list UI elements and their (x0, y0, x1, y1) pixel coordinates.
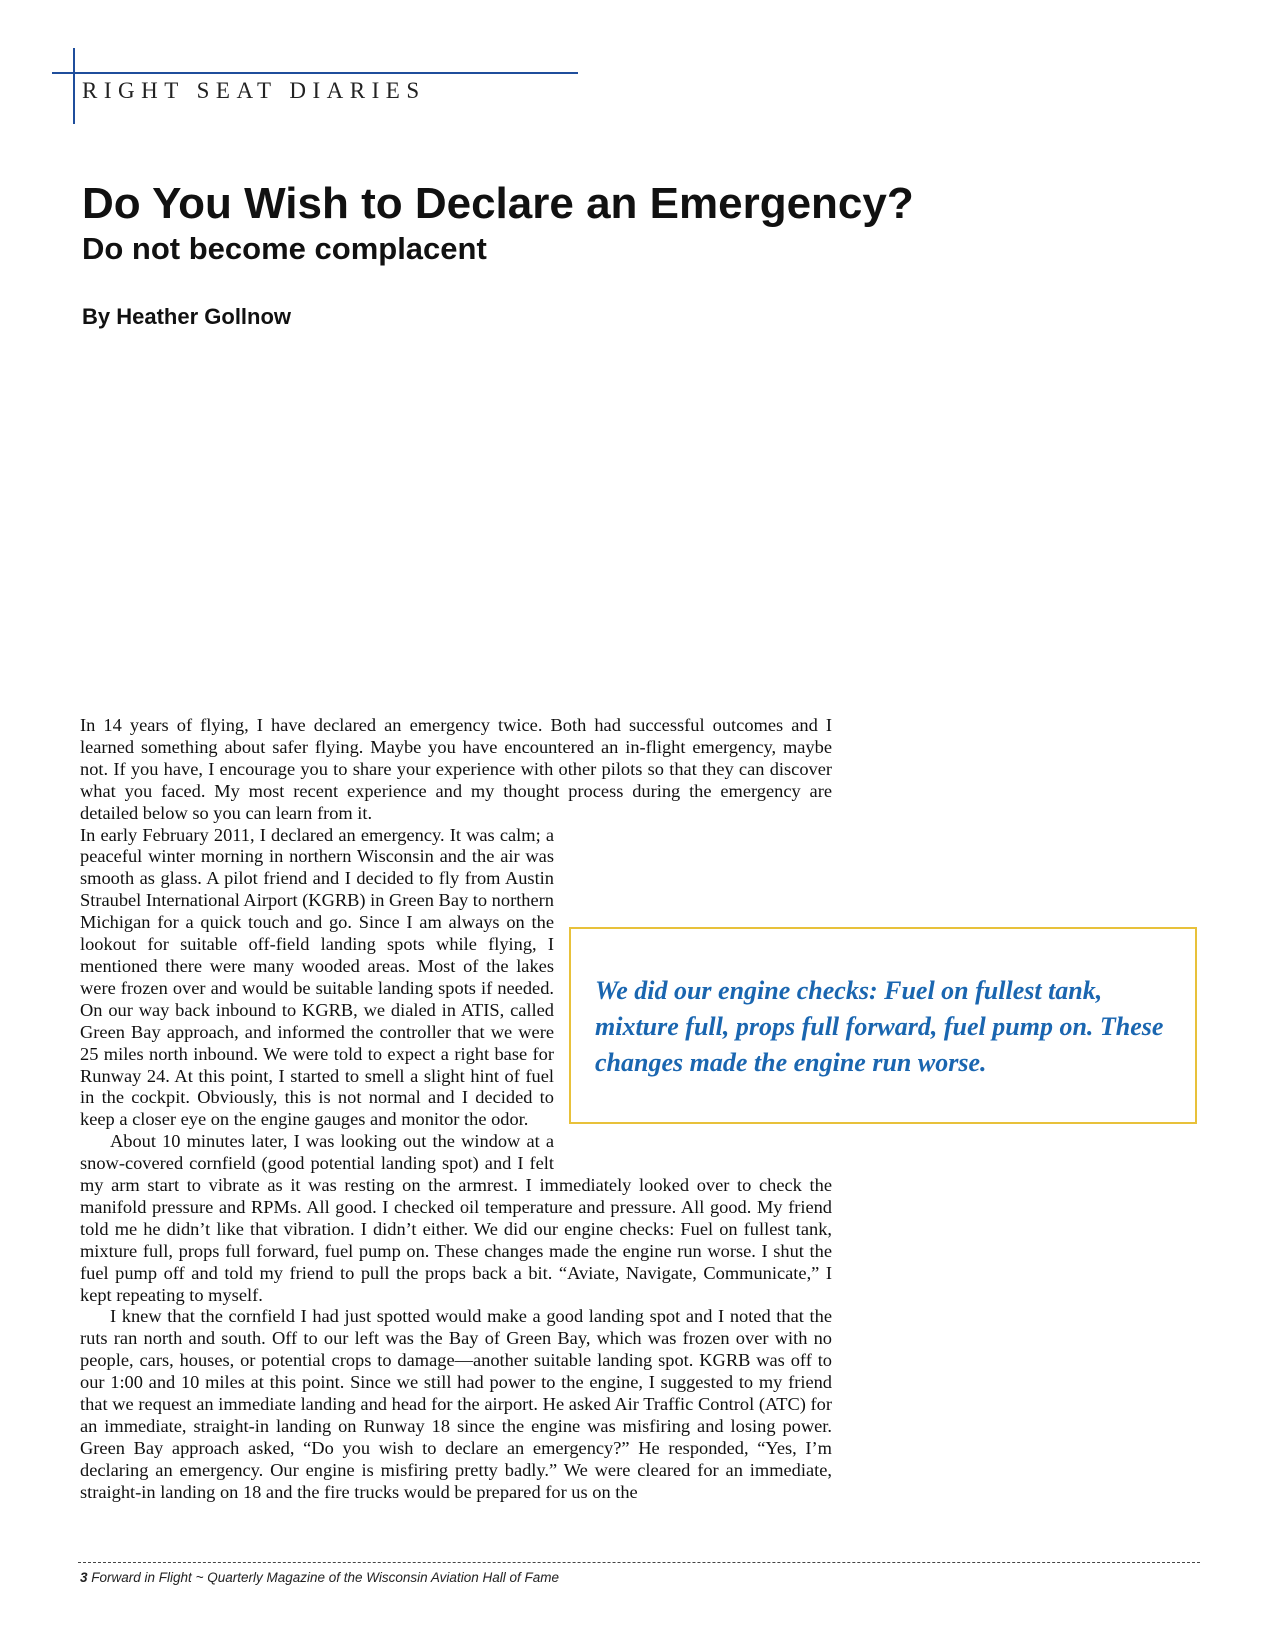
article-paragraph-4: I knew that the cornfield I had just spotted would make a good landing spot and I noted that the ruts ran north and south. Off to our left was the Bay of Green Bay, which was frozen over with no people, cars, houses, or potential crops to damage—another suitable landing spot. KGRB was off to our 1:00 and 10 miles at this point. Since we still had power to the engine, I suggested to my friend that we request an immediate landing and head for the airport. He asked Air Traffic Control (ATC) for an immediate, straight-in landing on Runway 18 since the engine was misfiring and losing power. Green Bay approach asked, “Do you wish to declare an emergency?” He responded, “Yes, I’m declaring an emergency. Our engine is misfiring pretty badly.” We were cleared for an immediate, straight-in landing on 18 and the fire trucks would be prepared for us on the (80, 1306, 832, 1502)
article-paragraph-2: In early February 2011, I declared an emergency. It was calm; a peaceful winter morning in northern Wisconsin and the air was smooth as glass. A pilot friend and I decided to fly from Austin Straubel International Airport (KGRB) in Green Bay to northern Michigan for a quick touch and go. Since I am always on the lookout for suitable off-field landing spots while flying, I mentioned there were many wooded areas. Most of the lakes were frozen over and would be suitable landing spots if needed. On our way back inbound to KGRB, we dialed in ATIS, called Green Bay approach, and informed the controller that we were 25 miles north inbound. We were told to expect a right base for Runway 24. At this point, I started to smell a slight hint of fuel in the cockpit. Obviously, this is not normal and I decided to keep a closer eye on the engine gauges and monitor the odor. (80, 824, 554, 1130)
header-rule-horizontal (52, 72, 578, 74)
footer-rule (78, 1562, 1200, 1563)
article-paragraph-3: About 10 minutes later, I was looking out the window at a snow-covered cornfield (good potential landing spot) and I felt my arm start to vibrate as it was resting on the armrest. I immediately looked over to check the manifold pressure and RPMs. All good. I checked oil temperature and pressure. All good. My friend told me he didn’t like that vibration. I didn’t either. We did our engine checks: Fuel on fullest tank, mixture full, props full forward, fuel pump on. These changes made the engine run worse. I shut the fuel pump off and told my friend to pull the props back a bit. “Aviate, Navigate, Communicate,” I kept repeating to myself. (80, 1131, 832, 1305)
article-title: Do You Wish to Declare an Emergency? (82, 179, 914, 228)
footer-text: Forward in Flight ~ Quarterly Magazine of the Wisconsin Aviation Hall of Fame (91, 1570, 559, 1585)
article-byline: By Heather Gollnow (82, 304, 292, 329)
section-label: RIGHT SEAT DIARIES (82, 78, 426, 103)
pull-quote-text: We did our engine checks: Fuel on fullest tank, mixture full, props full forward, fuel pump on. These changes made the engine run worse. (595, 976, 1164, 1077)
page-footer (80, 1570, 559, 1585)
page-number: 3 (80, 1570, 88, 1585)
article-subtitle: Do not become complacent (82, 231, 487, 266)
article-paragraph-1: In 14 years of flying, I have declared an emergency twice. Both had successful outcomes and I learned something about safer flying. Maybe you have encountered an in-flight emergency, maybe not. If you have, I encourage you to share your experience with other pilots so that they can discover what you faced. My most recent experience and my thought process during the emergency are detailed below so you can learn from it. (80, 715, 832, 823)
header-rule-vertical (73, 48, 75, 124)
pull-quote-box (569, 927, 1197, 1124)
